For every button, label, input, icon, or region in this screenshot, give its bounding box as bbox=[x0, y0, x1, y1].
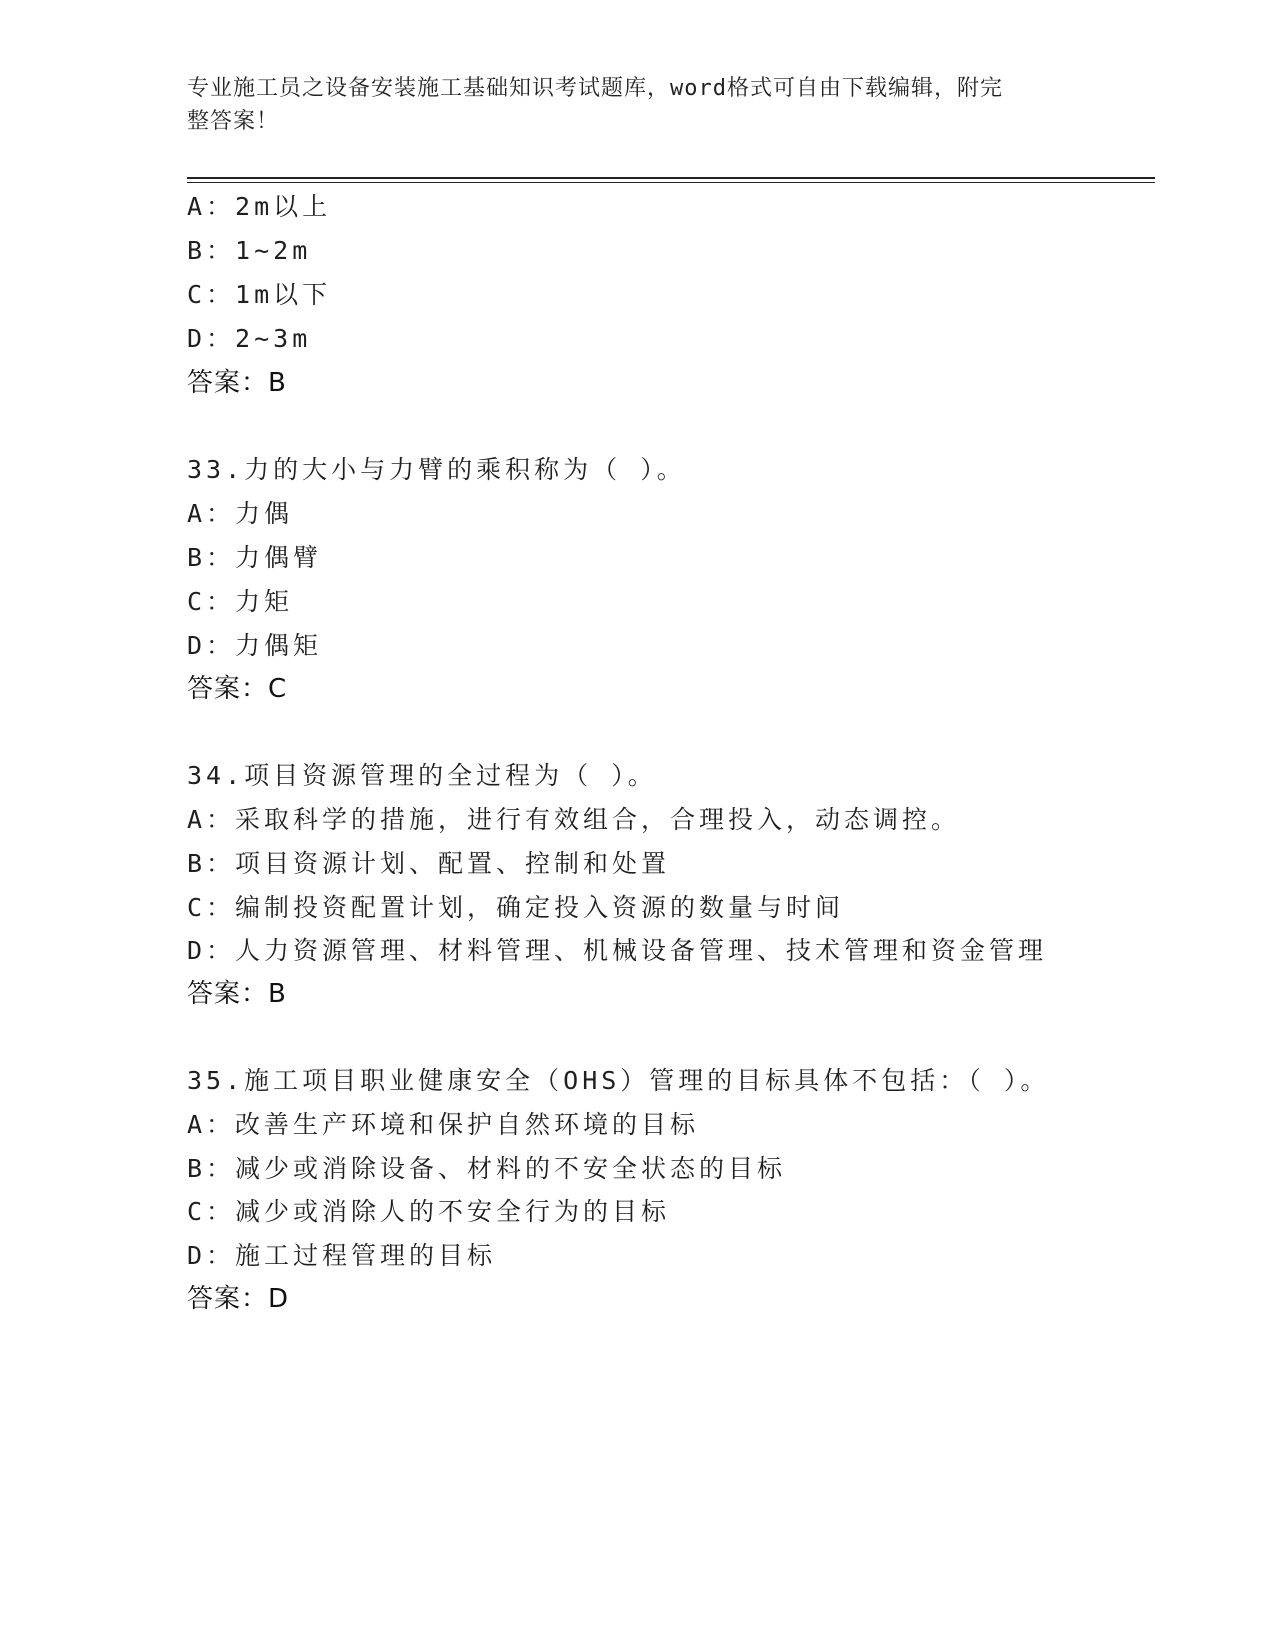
question-34-option-a: A：采取科学的措施，进行有效组合，合理投入，动态调控。 bbox=[187, 805, 961, 834]
question-33-answer: 答案：C bbox=[187, 674, 288, 704]
prev-option-b: B：1~2m bbox=[187, 236, 312, 265]
question-34-answer: 答案：B bbox=[187, 979, 287, 1009]
prev-option-c: C：1m以下 bbox=[187, 280, 332, 309]
question-35-option-d: D：施工过程管理的目标 bbox=[187, 1241, 497, 1270]
prev-option-a: A：2m以上 bbox=[187, 192, 332, 221]
question-34-option-c: C：编制投资配置计划，确定投入资源的数量与时间 bbox=[187, 893, 845, 922]
header-divider-thick bbox=[187, 177, 1155, 179]
header-line-2: 整答案！ bbox=[187, 109, 280, 134]
question-33-option-a: A：力偶 bbox=[187, 499, 294, 528]
document-header bbox=[187, 72, 1067, 138]
question-35-option-c: C：减少或消除人的不安全行为的目标 bbox=[187, 1197, 671, 1226]
question-35-answer: 答案：D bbox=[187, 1284, 290, 1314]
question-34-option-b: B：项目资源计划、配置、控制和处置 bbox=[187, 849, 671, 878]
question-34-option-d: D：人力资源管理、材料管理、机械设备管理、技术管理和资金管理 bbox=[187, 936, 1048, 965]
header-divider-thin bbox=[187, 182, 1155, 183]
header-line-1: 专业施工员之设备安装施工基础知识考试题库，word格式可自由下载编辑，附完 bbox=[187, 76, 1003, 101]
question-34-text: 34.项目资源管理的全过程为（ ）。 bbox=[187, 761, 657, 790]
question-35-option-b: B：减少或消除设备、材料的不安全状态的目标 bbox=[187, 1154, 787, 1183]
question-33-option-c: C：力矩 bbox=[187, 587, 294, 616]
prev-answer: 答案：B bbox=[187, 368, 287, 398]
question-33-option-b: B：力偶臂 bbox=[187, 543, 323, 572]
prev-option-d: D：2~3m bbox=[187, 324, 312, 353]
question-35-text: 35.施工项目职业健康安全（OHS）管理的目标具体不包括：（ ）。 bbox=[187, 1066, 1050, 1095]
question-33-text: 33.力的大小与力臂的乘积称为（ ）。 bbox=[187, 455, 686, 484]
question-33-option-d: D：力偶矩 bbox=[187, 631, 323, 660]
question-35-option-a: A：改善生产环境和保护自然环境的目标 bbox=[187, 1110, 700, 1139]
